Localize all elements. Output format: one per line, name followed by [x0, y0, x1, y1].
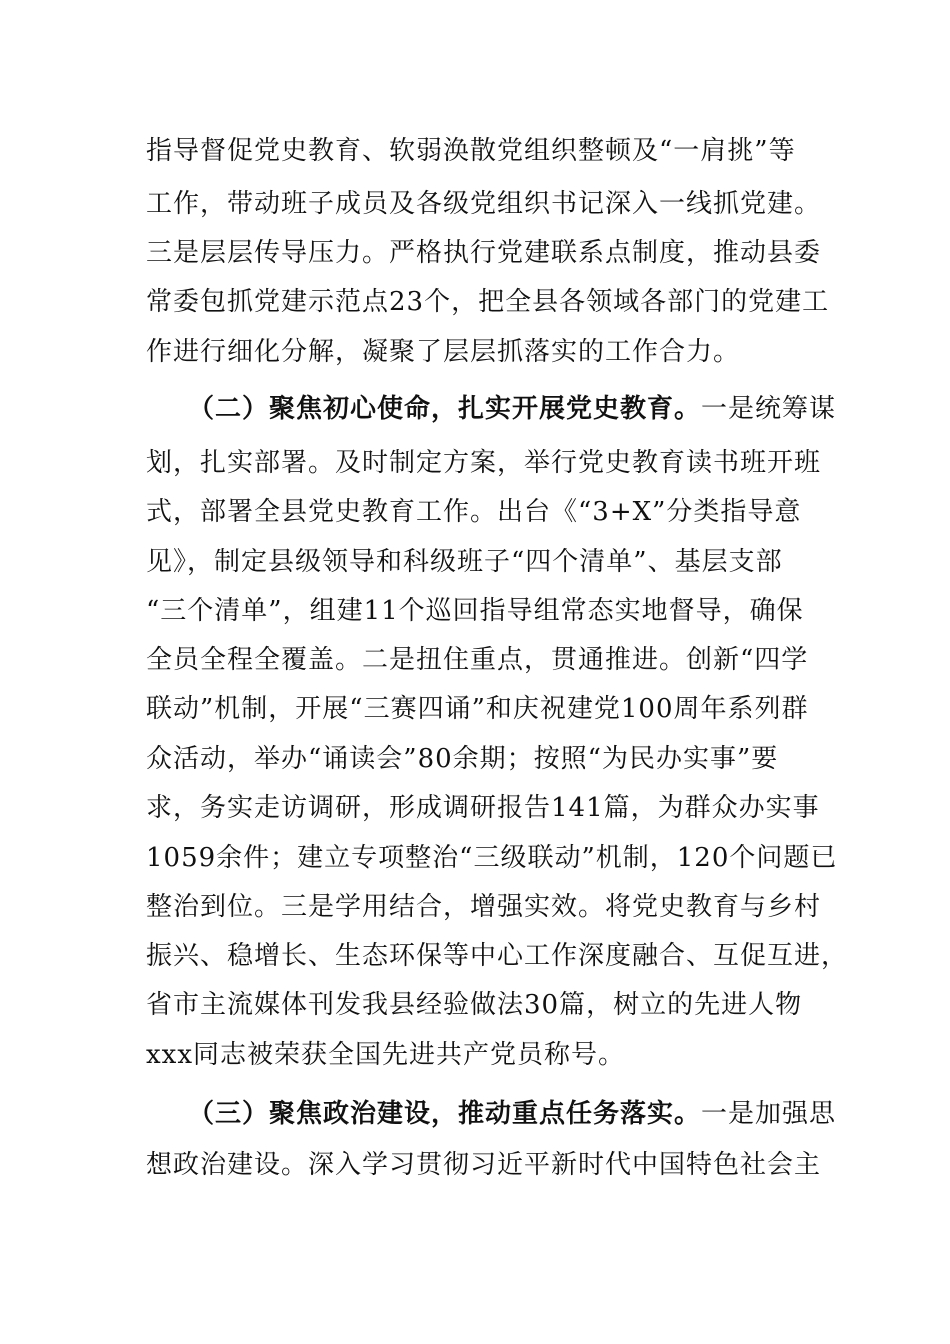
text-line: 想政治建设。深入学习贯彻习近平新时代中国特色社会主 [146, 1150, 822, 1180]
text-line: 式，部署全县党史教育工作。出台《“3+X”分类指导意 [146, 497, 802, 527]
text-line: 划，扎实部署。及时制定方案，举行党史教育读书班开班 [146, 448, 822, 478]
text-line: 常委包抓党建示范点23个，把全县各领域各部门的党建工 [146, 287, 830, 317]
text-line: xxx同志被荣获全国先进共产党员称号。 [146, 1040, 625, 1070]
text-line: 指导督促党史教育、软弱涣散党组织整顿及“一肩挑”等 [146, 136, 796, 166]
text-line: 作进行细化分解，凝聚了层层抓落实的工作合力。 [146, 337, 741, 367]
text-line: 三是层层传导压力。严格执行党建联系点制度，推动县委 [146, 238, 822, 268]
text-line: 工作，带动班子成员及各级党组织书记深入一线抓党建。 [146, 189, 822, 219]
text-line: 求，务实走访调研，形成调研报告141篇，为群众办实事 [146, 793, 820, 823]
section-2-heading: （二）聚焦初心使命，扎实开展党史教育。 [188, 394, 702, 424]
text-line: “三个清单”，组建11个巡回指导组常态实地督导，确保 [146, 596, 804, 626]
section-2-first-line [188, 389, 858, 429]
text-line: 振兴、稳增长、生态环保等中心工作深度融合、互促互进， [146, 941, 849, 971]
section-3-first-line [188, 1094, 858, 1134]
text-line: 省市主流媒体刊发我县经验做法30篇，树立的先进人物 [146, 990, 803, 1020]
section-2-lead-text: 一是统筹谋 [701, 394, 837, 424]
text-line: 全员全程全覆盖。二是扭住重点，贯通推进。创新“四学 [146, 645, 809, 675]
text-line: 见》，制定县级领导和科级班子“四个清单”、基层支部 [146, 547, 783, 577]
section-3-lead-text: 一是加强思 [701, 1099, 837, 1129]
text-line: 整治到位。三是学用结合，增强实效。将党史教育与乡村 [146, 892, 822, 922]
text-line: 众活动，举办“诵读会”80余期；按照“为民办实事”要 [146, 744, 779, 774]
section-3-heading: （三）聚焦政治建设，推动重点任务落实。 [188, 1099, 702, 1129]
text-line: 1059余件；建立专项整治“三级联动”机制，120个问题已 [146, 843, 838, 873]
text-line: 联动”机制，开展“三赛四诵”和庆祝建党100周年系列群 [146, 694, 809, 724]
